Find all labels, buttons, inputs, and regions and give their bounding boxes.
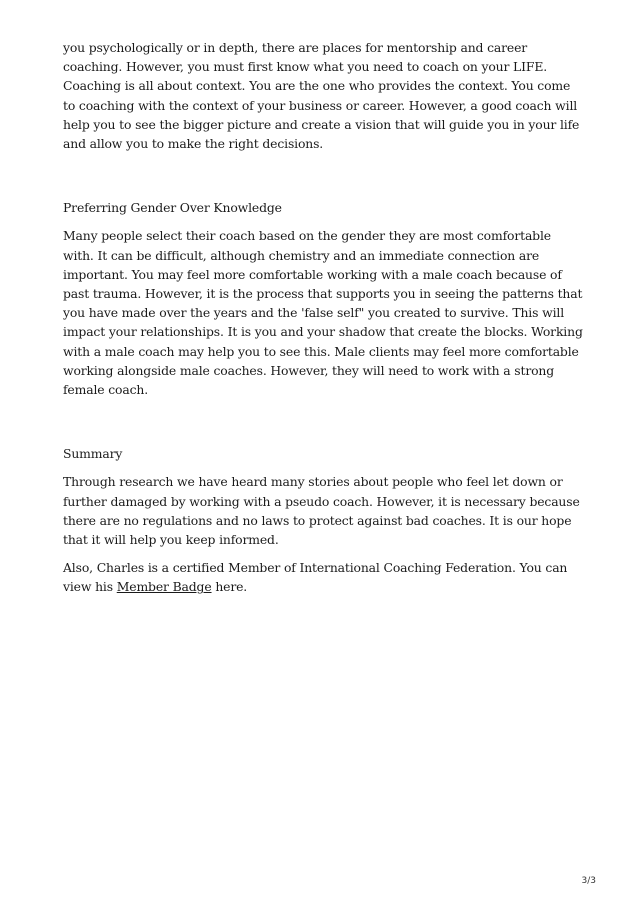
- summary-paragraph: Through research we have heard many stories about people who feel let down or further damaged by working with a pseudo coach. However, it is necessary because there are no regulations and no laws to protect against bad coaches. It is our hope that it will help you keep informed.: [63, 474, 580, 548]
- page-number: 3/3: [581, 876, 596, 886]
- charles-paragraph: [63, 558, 583, 596]
- section-spacer: [63, 162, 583, 198]
- section-heading-summary: Summary: [63, 446, 123, 462]
- document-body: [63, 38, 583, 606]
- member-badge-link[interactable]: Member Badge: [116, 579, 212, 595]
- charles-text-after: here.: [211, 579, 248, 595]
- section-spacer: [63, 408, 583, 444]
- charles-text-before: Also, Charles is a certified Member of International Coaching Federation. You can view his: [63, 560, 568, 595]
- gender-paragraph: Many people select their coach based on the gender they are most comfortable with. It can be difficult, although chemistry and an immediate connection are important. You may feel more comfortable working with a male coach because of past trauma. However, it is the process that supports you in seeing the patterns that you have made over the years and the 'false self" you created to survive. This will impact your relationships. It is you and your shadow that create the blocks. Working with a male coach may help you to see this. Male clients may feel more comfortable working alongside male coaches. However, they will need to work with a strong female coach.: [63, 228, 583, 398]
- intro-paragraph: you psychologically or in depth, there are places for mentorship and career coaching. However, you must first know what you need to coach on your LIFE. Coaching is all about context. You are the one who provides the context. You come to coaching with the context of your business or career. However, a good coach will help you to see the bigger picture and create a vision that will guide you in your life and allow you to make the right decisions.: [63, 40, 580, 152]
- section-heading-gender: Preferring Gender Over Knowledge: [63, 200, 282, 216]
